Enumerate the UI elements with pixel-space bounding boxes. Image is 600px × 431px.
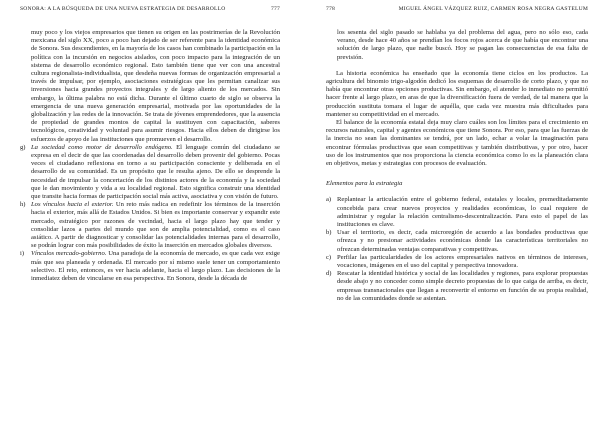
section-subheading: Elementos para la estrategia: [326, 180, 403, 188]
history-paragraph: La historia económica ha enseñado que la economía tiene ciclos en los productos. La agricultura del binomio trigo-algodón dedicó los esquemas de desarrollo de corto plazo, y que no había que encontrar otras opciones productivas. Sin embargo, el atender lo inmediato no permitió hacer frente al largo plazo, en aras de que la diversificación fuera de verdad, de tal manera que la producción sustituta tomara el lugar de aquélla, que cada vez muestra más dificultades para mantener su competitividad en el mercado.: [326, 69, 588, 118]
list-marker: d): [326, 270, 332, 278]
list-item-lead: Vínculos mercado-gobierno.: [31, 250, 107, 258]
list-marker: a): [326, 196, 332, 204]
list-item-g: [20, 144, 280, 201]
list-item-lead: Los vínculos hacia el exterior.: [31, 201, 114, 209]
right-page-number: 778: [326, 6, 335, 12]
balance-paragraph: El balance de la economía estatal deja muy claro cuáles son los límites para el crecimiento en recursos naturales, capital y agentes económicos que tiene Sonora. Por eso, para que las fuerzas de la inercia no sean las dominantes se tendrá, por un lado, echar a volar la imaginación para encontrar fórmulas productivas que sean competitivas y también distributivas, y por otro, hacer uso de los instrumentos que nos proporciona la ciencia económica como lo es la planeación clara en objetivos, metas y estrategias con procesos de evaluación.: [326, 119, 588, 168]
right-running-title: MIGUEL ÁNGEL VÁZQUEZ RUIZ, CARMEN ROSA NEGRA GASTELUM: [398, 6, 588, 12]
right-running-head: [326, 6, 588, 16]
list-item-text: Usar el territorio, es decir, cada microregión de acuerdo a las bondades productivas que ofrezca y no presionar actividades económicas donde las características territoriales no ofrezcan determinadas ventajas comparativas y competitivas.: [337, 229, 588, 253]
right-body-text: [326, 29, 588, 303]
list-item-d: [326, 270, 588, 303]
list-item-lead: La sociedad como motor de desarrollo endógeno.: [31, 143, 173, 151]
list-marker: c): [326, 253, 332, 261]
list-item-c: [326, 254, 588, 270]
list-marker: i): [20, 250, 25, 258]
list-item-body: Un reto más radica en redefinir los términos de la inserción hacia el exterior, más allá de Estados Unidos. Si bien es importante conservar y expandir este mercado, estratégico por razones de vecindad, hacia el largo plazo hay que tender y consolidar lazos a partes del mundo que son de amplia potencialidad, como es el caso asiático. A partir de diagnosticar y consolidar las potencialidades internas para el desarrollo, se podrán lograr con más posibilidades de éxito la inserción en mercados globales diversos.: [31, 201, 281, 250]
left-running-head: [20, 6, 280, 16]
list-item-a: [326, 196, 588, 229]
left-page-number: 777: [271, 6, 280, 12]
list-item-text: [31, 201, 280, 250]
left-body-text: [20, 29, 280, 283]
list-item-b: [326, 229, 588, 254]
list-item-text: Replantear la articulación entre el gobierno federal, estatales y locales, premeditadamente concebida para crear nuevos proyectos y realidades económicas, lo cual requiere de administrar y regular la relación centralismo-descentralización. Para esto el papel de las instituciones es clave.: [337, 196, 588, 229]
list-item-text: [31, 250, 280, 283]
left-running-title: SONORA: A LA BÚSQUEDA DE UNA NUEVA ESTRATEGIA DE DESARROLLO: [20, 6, 226, 12]
list-item-body: Una paradoja de la economía de mercado, es que cada vez exige más que sea planeada y ordenada. El mercado por sí mismo suele tener un comportamiento selectivo. El reto, entonces, es ver hacia adelante, hacia el largo plazo. Las decisiones de la inmediatez deben de vincularse en esa perspectiva. En Sonora, desde la década de: [31, 250, 280, 283]
list-item-body: El lenguaje común del ciudadano se expresa en el decir de que las coordenadas del desarrollo deben provenir del gobierno. Pocas veces el ciudadano reflexiona en torno a su participación consciente y deliberada en el desarrollo de su comunidad. Es un propósito que le resulta ajeno. De ello se desprende la necesidad de impulsar la concertación de los distintos actores de la economía y la sociedad que le dan movimiento y vida a su localidad regional. Esto significa construir una identidad que transite hacia formas de participación social más activa, asociativa y con visión de futuro.: [31, 143, 280, 201]
list-item-h: [20, 201, 280, 250]
list-marker: h): [20, 201, 26, 209]
list-item-text: Perfilar las particularidades de los actores empresariales nativos en términos de intereses, vocaciones, imágenes en el uso del capital y perspectiva innovadora.: [337, 253, 588, 270]
left-intro-paragraph: muy poco y los viejos empresarios que tienen su origen en las postrimerías de la Revolución mexicana del siglo XX, poco a poco han dejado de ser referente para la identidad económica de Sonora. Sus descendientes, en la mayoría de los casos han combinado la participación en la política con la incursión en negocios aislados, con poco impacto para la integración de un sistema de desarrollo económico regional. Esto también tiene que ver con una ancestral cultura regionalista-individualista, que desdeña nuevas formas de organización empresarial a través de impulsar, por ejemplo, asociaciones estratégicas que les permitan canalizar sus inversiones hacia grandes proyectos integrales y de largo aliento de los mercados. Sin embargo, la última palabra no está dicha. Durante el último cuarto de siglo se observa la emergencia de una nueva generación empresarial, motivada por las oportunidades de la globalización y las redes de la innovación. Se trata de jóvenes emprendedores, que la ausencia de propiedad de grandes montos de capital la sustituyen con capacitación, saberes tecnológicos, creatividad y voluntad para asumir riesgos. Hacia ellos deben de dirigirse los esfuerzos de apoyo de las instituciones que promueven el desarrollo.: [31, 29, 280, 143]
right-page: [326, 0, 588, 431]
list-item-text: Rescatar la identidad histórica y social de las localidades y regiones, para explorar propuestas desde abajo y no conceder como simple decreto propuestas de lo que caiga de arriba, es decir, empresas transnacionales que llegan a reconvertir el entorno en función de su propia realidad, no de las comunidades donde se asientan.: [337, 270, 588, 302]
list-item-text: [31, 144, 280, 201]
list-item-i: [20, 250, 280, 283]
list-marker: g): [20, 143, 26, 151]
left-page: [20, 0, 280, 431]
right-continued-paragraph: los sesenta del siglo pasado se hablaba ya del problema del agua, pero no sólo eso, cada verano, desde hace 40 años se prendían los focos rojos acerca de que había que encontrar una solución de largo plazo, que nadie buscó. Hoy se pagan las consecuencias de esa falta de previsión.: [337, 29, 588, 61]
list-marker: b): [326, 229, 332, 237]
